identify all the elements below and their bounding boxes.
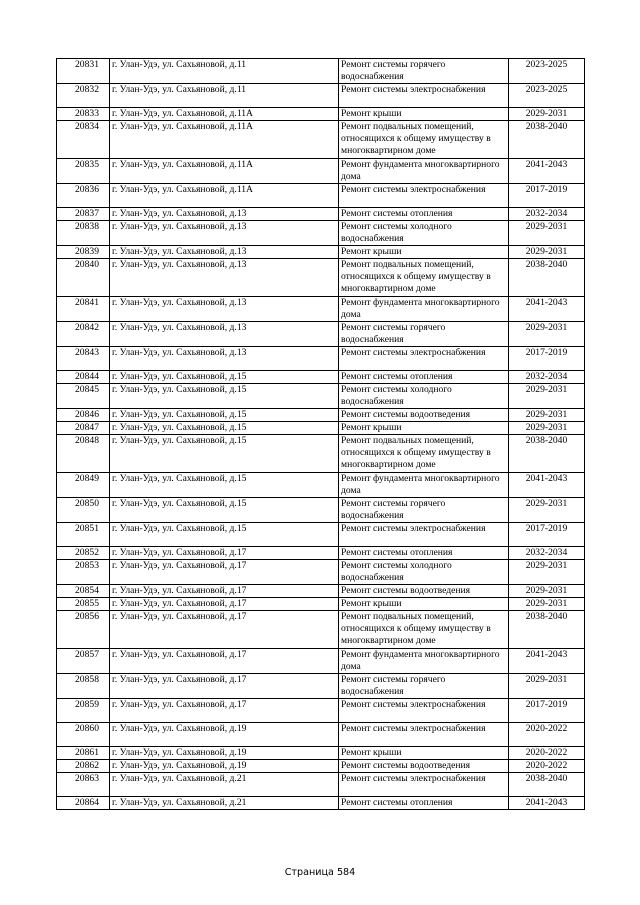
address-cell: г. Улан-Удэ, ул. Сахьяновой, д.15 [110, 384, 339, 409]
row-id-cell: 20856 [57, 611, 110, 649]
table-row [57, 760, 585, 773]
period-cell: 2029-2031 [509, 422, 585, 435]
table-row [57, 108, 585, 121]
address-cell: г. Улан-Удэ, ул. Сахьяновой, д.11А [110, 121, 339, 159]
address-cell: г. Улан-Удэ, ул. Сахьяновой, д.13 [110, 221, 339, 246]
table-row [57, 422, 585, 435]
work-type-cell: Ремонт фундамента многоквартирного дома [339, 297, 509, 322]
work-type-cell: Ремонт системы водоотведения [339, 409, 509, 422]
work-type-cell: Ремонт системы горячего водоснабжения [339, 322, 509, 347]
period-cell: 2041-2043 [509, 159, 585, 184]
row-id-cell: 20855 [57, 598, 110, 611]
row-id-cell: 20862 [57, 760, 110, 773]
address-cell: г. Улан-Удэ, ул. Сахьяновой, д.13 [110, 259, 339, 297]
table-row [57, 747, 585, 760]
row-id-cell: 20835 [57, 159, 110, 184]
table-row [57, 674, 585, 699]
work-type-cell: Ремонт крыши [339, 747, 509, 760]
address-cell: г. Улан-Удэ, ул. Сахьяновой, д.11 [110, 84, 339, 108]
row-id-cell: 20848 [57, 435, 110, 473]
period-cell: 2032-2034 [509, 208, 585, 221]
work-type-cell: Ремонт фундамента многоквартирного дома [339, 159, 509, 184]
address-cell: г. Улан-Удэ, ул. Сахьяновой, д.17 [110, 611, 339, 649]
address-cell: г. Улан-Удэ, ул. Сахьяновой, д.17 [110, 699, 339, 723]
table-row [57, 384, 585, 409]
work-type-cell: Ремонт системы электроснабжения [339, 723, 509, 747]
address-cell: г. Улан-Удэ, ул. Сахьяновой, д.17 [110, 674, 339, 699]
row-id-cell: 20858 [57, 674, 110, 699]
period-cell: 2041-2043 [509, 649, 585, 674]
table-row [57, 598, 585, 611]
work-type-cell: Ремонт системы отопления [339, 371, 509, 384]
work-type-cell: Ремонт крыши [339, 422, 509, 435]
work-type-cell: Ремонт фундамента многоквартирного дома [339, 649, 509, 674]
period-cell: 2029-2031 [509, 384, 585, 409]
work-type-cell: Ремонт подвальных помещений, относящихся к общему имуществу в многоквартирном доме [339, 121, 509, 159]
period-cell: 2017-2019 [509, 523, 585, 547]
table-row [57, 797, 585, 810]
address-cell: г. Улан-Удэ, ул. Сахьяновой, д.11А [110, 159, 339, 184]
address-cell: г. Улан-Удэ, ул. Сахьяновой, д.17 [110, 547, 339, 560]
period-cell: 2041-2043 [509, 797, 585, 810]
period-cell: 2029-2031 [509, 674, 585, 699]
period-cell: 2038-2040 [509, 259, 585, 297]
work-type-cell: Ремонт крыши [339, 108, 509, 121]
row-id-cell: 20854 [57, 585, 110, 598]
row-id-cell: 20843 [57, 347, 110, 371]
address-cell: г. Улан-Удэ, ул. Сахьяновой, д.13 [110, 322, 339, 347]
row-id-cell: 20864 [57, 797, 110, 810]
address-cell: г. Улан-Удэ, ул. Сахьяновой, д.15 [110, 498, 339, 523]
work-type-cell: Ремонт системы холодного водоснабжения [339, 384, 509, 409]
work-type-cell: Ремонт системы электроснабжения [339, 773, 509, 797]
work-type-cell: Ремонт подвальных помещений, относящихся к общему имуществу в многоквартирном доме [339, 611, 509, 649]
period-cell: 2041-2043 [509, 297, 585, 322]
work-type-cell: Ремонт системы электроснабжения [339, 523, 509, 547]
work-type-cell: Ремонт системы электроснабжения [339, 84, 509, 108]
period-cell: 2023-2025 [509, 59, 585, 84]
row-id-cell: 20832 [57, 84, 110, 108]
period-cell: 2023-2025 [509, 84, 585, 108]
address-cell: г. Улан-Удэ, ул. Сахьяновой, д.17 [110, 585, 339, 598]
row-id-cell: 20863 [57, 773, 110, 797]
work-type-cell: Ремонт системы отопления [339, 208, 509, 221]
period-cell: 2020-2022 [509, 723, 585, 747]
address-cell: г. Улан-Удэ, ул. Сахьяновой, д.13 [110, 208, 339, 221]
period-cell: 2029-2031 [509, 246, 585, 259]
address-cell: г. Улан-Удэ, ул. Сахьяновой, д.15 [110, 523, 339, 547]
table-row [57, 498, 585, 523]
table-row [57, 84, 585, 108]
row-id-cell: 20842 [57, 322, 110, 347]
address-cell: г. Улан-Удэ, ул. Сахьяновой, д.17 [110, 598, 339, 611]
table-row [57, 473, 585, 498]
work-type-cell: Ремонт подвальных помещений, относящихся к общему имуществу в многоквартирном доме [339, 259, 509, 297]
table-row [57, 121, 585, 159]
table-row [57, 547, 585, 560]
period-cell: 2041-2043 [509, 473, 585, 498]
period-cell: 2020-2022 [509, 760, 585, 773]
table-row [57, 371, 585, 384]
row-id-cell: 20859 [57, 699, 110, 723]
address-cell: г. Улан-Удэ, ул. Сахьяновой, д.13 [110, 246, 339, 259]
table-row [57, 208, 585, 221]
address-cell: г. Улан-Удэ, ул. Сахьяновой, д.13 [110, 297, 339, 322]
table-row [57, 159, 585, 184]
address-cell: г. Улан-Удэ, ул. Сахьяновой, д.19 [110, 760, 339, 773]
table-row [57, 246, 585, 259]
table-row [57, 322, 585, 347]
address-cell: г. Улан-Удэ, ул. Сахьяновой, д.15 [110, 435, 339, 473]
period-cell: 2029-2031 [509, 108, 585, 121]
table-row [57, 560, 585, 585]
address-cell: г. Улан-Удэ, ул. Сахьяновой, д.17 [110, 649, 339, 674]
work-type-cell: Ремонт системы отопления [339, 797, 509, 810]
table-row [57, 259, 585, 297]
table-row [57, 347, 585, 371]
row-id-cell: 20839 [57, 246, 110, 259]
address-cell: г. Улан-Удэ, ул. Сахьяновой, д.15 [110, 473, 339, 498]
period-cell: 2032-2034 [509, 547, 585, 560]
table-row [57, 59, 585, 84]
row-id-cell: 20860 [57, 723, 110, 747]
address-cell: г. Улан-Удэ, ул. Сахьяновой, д.11А [110, 108, 339, 121]
address-cell: г. Улан-Удэ, ул. Сахьяновой, д.17 [110, 560, 339, 585]
table-row [57, 723, 585, 747]
period-cell: 2029-2031 [509, 585, 585, 598]
period-cell: 2017-2019 [509, 699, 585, 723]
address-cell: г. Улан-Удэ, ул. Сахьяновой, д.11 [110, 59, 339, 84]
row-id-cell: 20831 [57, 59, 110, 84]
work-type-cell: Ремонт системы горячего водоснабжения [339, 674, 509, 699]
work-type-cell: Ремонт системы холодного водоснабжения [339, 221, 509, 246]
period-cell: 2029-2031 [509, 409, 585, 422]
period-cell: 2029-2031 [509, 498, 585, 523]
table-row [57, 523, 585, 547]
address-cell: г. Улан-Удэ, ул. Сахьяновой, д.13 [110, 347, 339, 371]
period-cell: 2029-2031 [509, 221, 585, 246]
period-cell: 2029-2031 [509, 598, 585, 611]
row-id-cell: 20851 [57, 523, 110, 547]
row-id-cell: 20838 [57, 221, 110, 246]
table-row [57, 649, 585, 674]
period-cell: 2038-2040 [509, 121, 585, 159]
table-row [57, 585, 585, 598]
row-id-cell: 20840 [57, 259, 110, 297]
table-row [57, 699, 585, 723]
row-id-cell: 20845 [57, 384, 110, 409]
period-cell: 2017-2019 [509, 184, 585, 208]
period-cell: 2032-2034 [509, 371, 585, 384]
work-type-cell: Ремонт крыши [339, 598, 509, 611]
work-type-cell: Ремонт системы электроснабжения [339, 699, 509, 723]
row-id-cell: 20849 [57, 473, 110, 498]
work-type-cell: Ремонт системы водоотведения [339, 585, 509, 598]
period-cell: 2020-2022 [509, 747, 585, 760]
row-id-cell: 20833 [57, 108, 110, 121]
row-id-cell: 20834 [57, 121, 110, 159]
table-row [57, 221, 585, 246]
address-cell: г. Улан-Удэ, ул. Сахьяновой, д.19 [110, 747, 339, 760]
work-type-cell: Ремонт системы горячего водоснабжения [339, 498, 509, 523]
address-cell: г. Улан-Удэ, ул. Сахьяновой, д.15 [110, 371, 339, 384]
row-id-cell: 20846 [57, 409, 110, 422]
work-type-cell: Ремонт системы отопления [339, 547, 509, 560]
work-type-cell: Ремонт крыши [339, 246, 509, 259]
work-type-cell: Ремонт системы электроснабжения [339, 347, 509, 371]
row-id-cell: 20837 [57, 208, 110, 221]
table-row [57, 611, 585, 649]
address-cell: г. Улан-Удэ, ул. Сахьяновой, д.21 [110, 773, 339, 797]
period-cell: 2029-2031 [509, 560, 585, 585]
row-id-cell: 20852 [57, 547, 110, 560]
row-id-cell: 20861 [57, 747, 110, 760]
period-cell: 2029-2031 [509, 322, 585, 347]
address-cell: г. Улан-Удэ, ул. Сахьяновой, д.15 [110, 409, 339, 422]
page-number: Страница 584 [284, 867, 356, 878]
row-id-cell: 20836 [57, 184, 110, 208]
work-type-cell: Ремонт фундамента многоквартирного дома [339, 473, 509, 498]
period-cell: 2017-2019 [509, 347, 585, 371]
work-type-cell: Ремонт системы электроснабжения [339, 184, 509, 208]
table-row [57, 435, 585, 473]
row-id-cell: 20853 [57, 560, 110, 585]
table-row [57, 297, 585, 322]
row-id-cell: 20841 [57, 297, 110, 322]
table-row [57, 773, 585, 797]
work-type-cell: Ремонт системы холодного водоснабжения [339, 560, 509, 585]
period-cell: 2038-2040 [509, 773, 585, 797]
address-cell: г. Улан-Удэ, ул. Сахьяновой, д.15 [110, 422, 339, 435]
capital-repair-table [56, 58, 585, 810]
address-cell: г. Улан-Удэ, ул. Сахьяновой, д.19 [110, 723, 339, 747]
row-id-cell: 20844 [57, 371, 110, 384]
period-cell: 2038-2040 [509, 611, 585, 649]
work-type-cell: Ремонт системы водоотведения [339, 760, 509, 773]
row-id-cell: 20850 [57, 498, 110, 523]
address-cell: г. Улан-Удэ, ул. Сахьяновой, д.11А [110, 184, 339, 208]
work-type-cell: Ремонт системы горячего водоснабжения [339, 59, 509, 84]
row-id-cell: 20857 [57, 649, 110, 674]
table-row [57, 409, 585, 422]
work-type-cell: Ремонт подвальных помещений, относящихся к общему имуществу в многоквартирном доме [339, 435, 509, 473]
period-cell: 2038-2040 [509, 435, 585, 473]
row-id-cell: 20847 [57, 422, 110, 435]
table-row [57, 184, 585, 208]
address-cell: г. Улан-Удэ, ул. Сахьяновой, д.21 [110, 797, 339, 810]
